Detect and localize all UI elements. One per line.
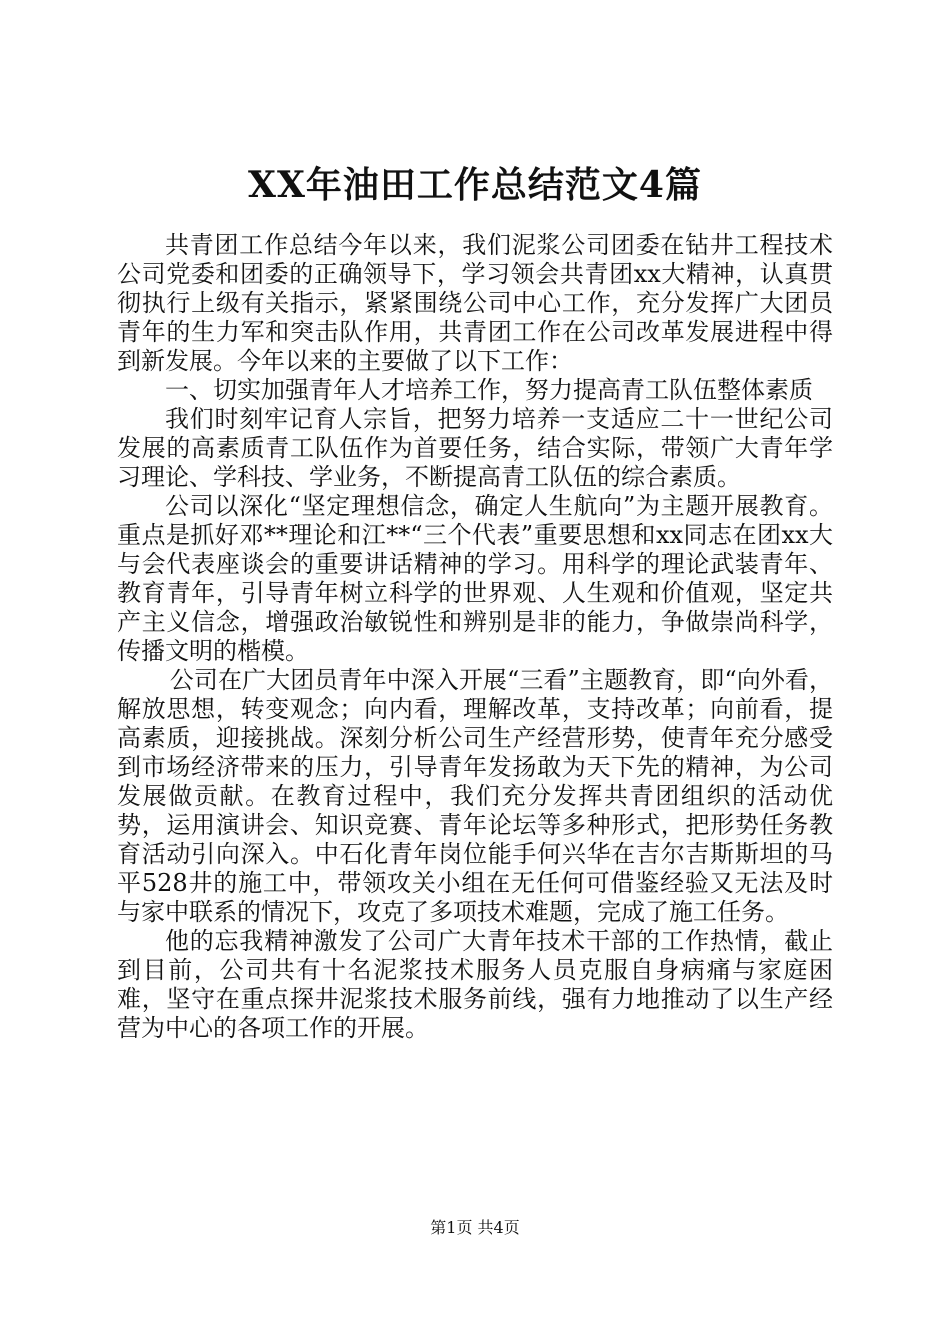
paragraph-education: 公司以深化“坚定理想信念，确定人生航向”为主题开展教育。重点是抓好邓**理论和江**“三个代表”重要思想和xx同志在团xx大与会代表座谈会的重要讲话精神的学习。用科学的理论武装青年、教育青年，引导青年树立科学的世界观、人生观和价值观，坚定共产主义信念，增强政治敏锐性和辨别是非的能力，争做崇尚科学，传播文明的楷模。 (117, 492, 833, 665)
paragraph-three-views: 公司在广大团员青年中深入开展“三看”主题教育，即“向外看，解放思想，转变观念；向内看，理解改革，支持改革；向前看，提高素质，迎接挑战。深刻分析公司生产经营形势，使青年充分感受到市场经济带来的压力，引导青年发扬敢为天下先的精神，为公司发展做贡献。在教育过程中，我们充分发挥共青团组织的活动优势，运用演讲会、知识竞赛、青年论坛等多种形式，把形势任务教育活动引向深入。中石化青年岗位能手何兴华在吉尔吉斯斯坦的马平528井的施工中，带领攻关小组在无任何可借鉴经验又无法及时与家中联系的情况下，攻克了多项技术难题，完成了施工任务。 (117, 666, 833, 926)
paragraph-talent: 我们时刻牢记育人宗旨，把努力培养一支适应二十一世纪公司发展的高素质青工队伍作为首要任务，结合实际，带领广大青年学习理论、学科技、学业务，不断提高青工队伍的综合素质。 (117, 405, 833, 491)
section-heading-1: 一、切实加强青年人才培养工作，努力提高青工队伍整体素质 (165, 376, 813, 404)
page-footer: 第1页 共4页 (430, 1218, 520, 1237)
document-title: XX年油田工作总结范文4篇 (248, 164, 702, 206)
paragraph-spirit: 他的忘我精神激发了公司广大青年技术干部的工作热情，截止到目前，公司共有十名泥浆技术服务人员克服自身病痛与家庭困难，坚守在重点探井泥浆技术服务前线，强有力地推动了以生产经营为中心的各项工作的开展。 (117, 927, 833, 1042)
document-body (117, 231, 833, 1043)
paragraph-intro: 共青团工作总结今年以来，我们泥浆公司团委在钻井工程技术公司党委和团委的正确领导下，学习领会共青团xx大精神，认真贯彻执行上级有关指示，紧紧围绕公司中心工作，充分发挥广大团员青年的生力军和突击队作用，共青团工作在公司改革发展进程中得到新发展。今年以来的主要做了以下工作： (117, 231, 833, 375)
